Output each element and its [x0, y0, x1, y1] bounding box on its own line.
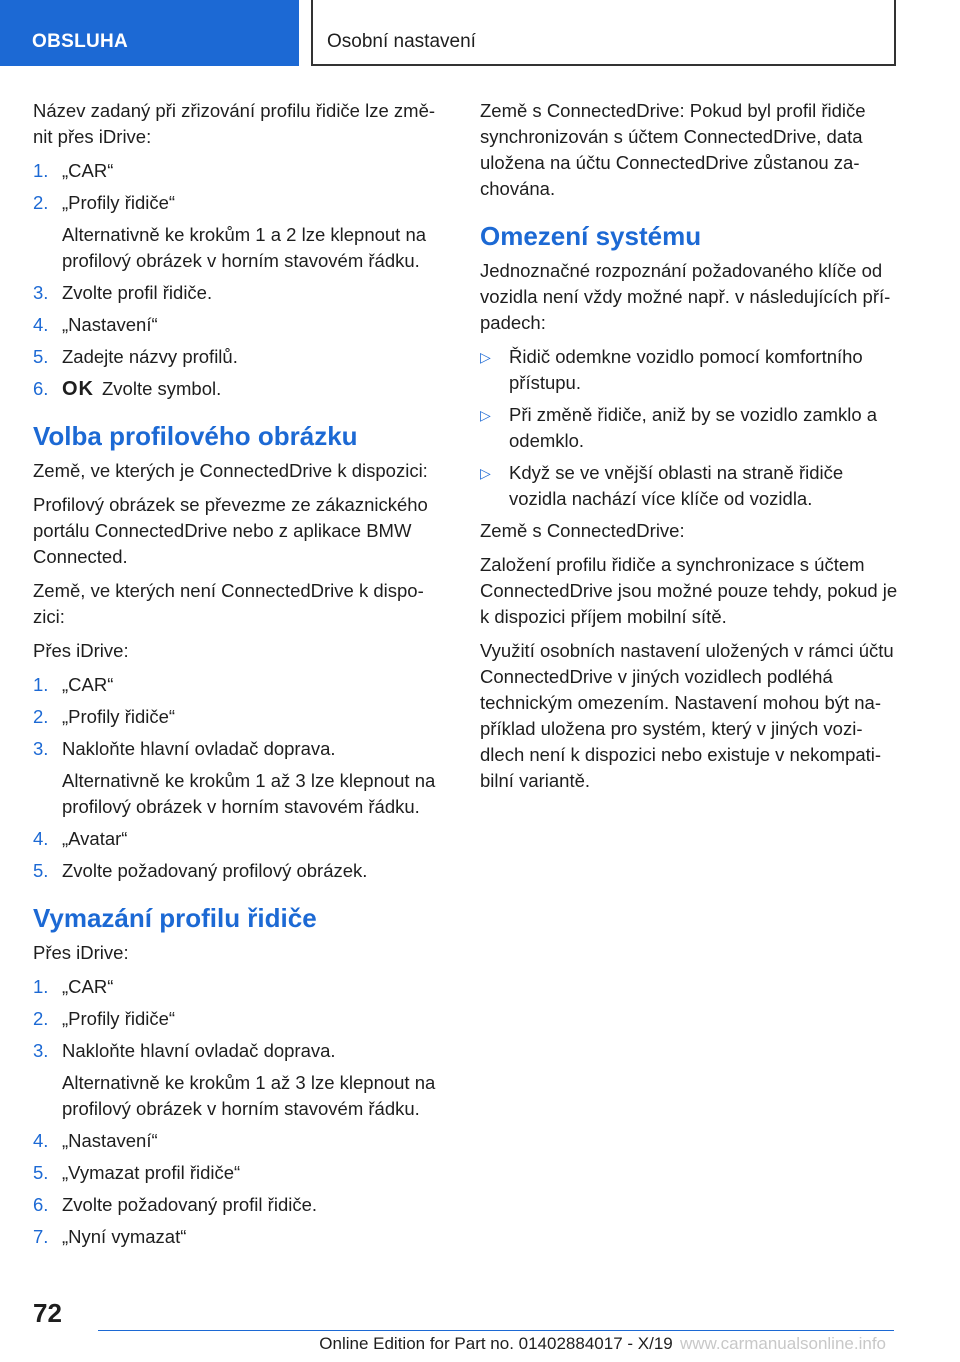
list-item: [33, 280, 448, 306]
step-number: 4.: [33, 314, 49, 335]
rename-steps-continued: [33, 280, 448, 402]
step-text: Nakloňte hlavní ovladač doprava.: [62, 738, 336, 759]
list-item: [33, 1224, 448, 1250]
step-number: 4.: [33, 828, 49, 849]
step-number: 3.: [33, 282, 49, 303]
step-number: 1.: [33, 674, 49, 695]
step-text: „Vymazat profil řidiče“: [62, 1162, 241, 1183]
page-header: [0, 0, 960, 66]
step-number: 2.: [33, 192, 49, 213]
step-number: 3.: [33, 1040, 49, 1061]
list-item: [480, 460, 900, 512]
delete-steps: [33, 974, 448, 1064]
step-number: 1.: [33, 976, 49, 997]
delete-steps-continued: [33, 1128, 448, 1250]
step-text: „Profily řidiče“: [62, 1008, 176, 1029]
step-text: Zvolte požadovaný profil řidiče.: [62, 1194, 318, 1215]
list-item: [33, 736, 448, 762]
footer-edition: Online Edition for Part no. 01402884017 - X/19: [319, 1334, 673, 1353]
paragraph: Přes iDrive:: [33, 640, 129, 661]
step-number: 2.: [33, 706, 49, 727]
triangle-bullet-icon: ▷: [480, 407, 491, 423]
list-item: [480, 402, 900, 454]
list-item: [480, 344, 900, 396]
picture-steps: [33, 672, 448, 762]
list-item: [33, 858, 448, 884]
bullet-text: Když se ve vnější oblasti na straně řidiče vozidla nachází více klíče od vozidla.: [509, 462, 844, 509]
paragraph: Profilový obrázek se převezme ze zákaznického portálu ConnectedDrive nebo z aplikace BMW Connected.: [33, 494, 428, 567]
list-item: [33, 158, 448, 184]
intro-paragraph: Název zadaný při zřizování profilu řidiče lze změ‐nit přes iDrive:: [33, 100, 436, 147]
section-title-system-limits: Omezení systému: [480, 221, 702, 251]
page-number: 72: [33, 1298, 62, 1328]
step-number: 5.: [33, 860, 49, 881]
ok-icon: OK: [62, 378, 94, 400]
step-note: Alternativně ke krokům 1 až 3 lze klepnout na profilový obrázek v horním stavovém řádku.: [62, 1072, 436, 1119]
paragraph: Země, ve kterých je ConnectedDrive k dispozici:: [33, 460, 428, 481]
paragraph: Země s ConnectedDrive: Pokud byl profil řidiče synchronizován s účtem ConnectedDrive, data uložena na účtu ConnectedDrive zůstanou za‐chována.: [480, 100, 866, 199]
limits-bullets: [480, 344, 900, 512]
picture-steps-continued: [33, 826, 448, 884]
step-text: „Profily řidiče“: [62, 706, 176, 727]
step-number: 5.: [33, 346, 49, 367]
paragraph: Země, ve kterých není ConnectedDrive k dispo‐zici:: [33, 580, 424, 627]
list-item: [33, 1128, 448, 1154]
bullet-text: Řidič odemkne vozidlo pomocí komfortního přístupu.: [509, 346, 863, 393]
section-title-delete-profile: Vymazání profilu řidiče: [33, 903, 317, 933]
rename-steps: [33, 158, 448, 216]
step-text: Zvolte symbol.: [102, 378, 222, 399]
triangle-bullet-icon: ▷: [480, 349, 491, 365]
step-text: „Avatar“: [62, 828, 128, 849]
step-text: Zvolte požadovaný profilový obrázek.: [62, 860, 368, 881]
bullet-text: Při změně řidiče, aniž by se vozidlo zamklo a odemklo.: [509, 404, 878, 451]
list-item: [33, 704, 448, 730]
list-item: [33, 826, 448, 852]
step-number: 4.: [33, 1130, 49, 1151]
list-item: [33, 1006, 448, 1032]
step-text: Zadejte názvy profilů.: [62, 346, 238, 367]
step-number: 7.: [33, 1226, 49, 1247]
step-text: „Profily řidiče“: [62, 192, 176, 213]
step-text: „CAR“: [62, 160, 114, 181]
step-text: „CAR“: [62, 674, 114, 695]
list-item: [33, 344, 448, 370]
paragraph: Založení profilu řidiče a synchronizace s účtem ConnectedDrive jsou možné pouze tehdy, pokud je k dispozici příjem mobilní sítě.: [480, 554, 898, 627]
paragraph: Přes iDrive:: [33, 942, 129, 963]
triangle-bullet-icon: ▷: [480, 465, 491, 481]
list-item: [33, 312, 448, 338]
step-number: 2.: [33, 1008, 49, 1029]
step-number: 6.: [33, 378, 49, 399]
paragraph: Země s ConnectedDrive:: [480, 520, 685, 541]
list-item: [33, 190, 448, 216]
left-column: [33, 98, 448, 1256]
list-item: [33, 672, 448, 698]
watermark: www.carmanualsonline.info: [680, 1334, 886, 1353]
step-text: „CAR“: [62, 976, 114, 997]
step-number: 5.: [33, 1162, 49, 1183]
list-item: [33, 1192, 448, 1218]
step-text: „Nyní vymazat“: [62, 1226, 187, 1247]
paragraph: Využití osobních nastavení uložených v rámci účtu ConnectedDrive v jiných vozidlech podléhá technickým omezením. Nastavení mohou být na‐příklad uložena pro systém, který v jiných vozi‐dlech není k dispozici nebo existuje v nekompati‐bilní variantě.: [480, 640, 894, 791]
step-note: Alternativně ke krokům 1 a 2 lze klepnout na profilový obrázek v horním stavovém řádku.: [62, 224, 427, 271]
section-title-profile-picture: Volba profilového obrázku: [33, 421, 358, 451]
step-number: 6.: [33, 1194, 49, 1215]
step-number: 1.: [33, 160, 49, 181]
footer-divider: [98, 1330, 894, 1331]
chapter-tab: OBSLUHA: [0, 0, 299, 66]
paragraph: Jednoznačné rozpoznání požadovaného klíče od vozidla není vždy možné např. v následujících pří‐padech:: [480, 260, 891, 333]
list-item: [33, 376, 448, 402]
list-item: [33, 974, 448, 1000]
step-note: Alternativně ke krokům 1 až 3 lze klepnout na profilový obrázek v horním stavovém řádku.: [62, 770, 436, 817]
step-number: 3.: [33, 738, 49, 759]
right-column: [480, 98, 900, 802]
list-item: [33, 1160, 448, 1186]
chapter-title: Osobní nastavení: [311, 0, 896, 66]
step-text: Nakloňte hlavní ovladač doprava.: [62, 1040, 336, 1061]
step-text: „Nastavení“: [62, 314, 158, 335]
list-item: [33, 1038, 448, 1064]
step-text: Zvolte profil řidiče.: [62, 282, 213, 303]
step-text: „Nastavení“: [62, 1130, 158, 1151]
